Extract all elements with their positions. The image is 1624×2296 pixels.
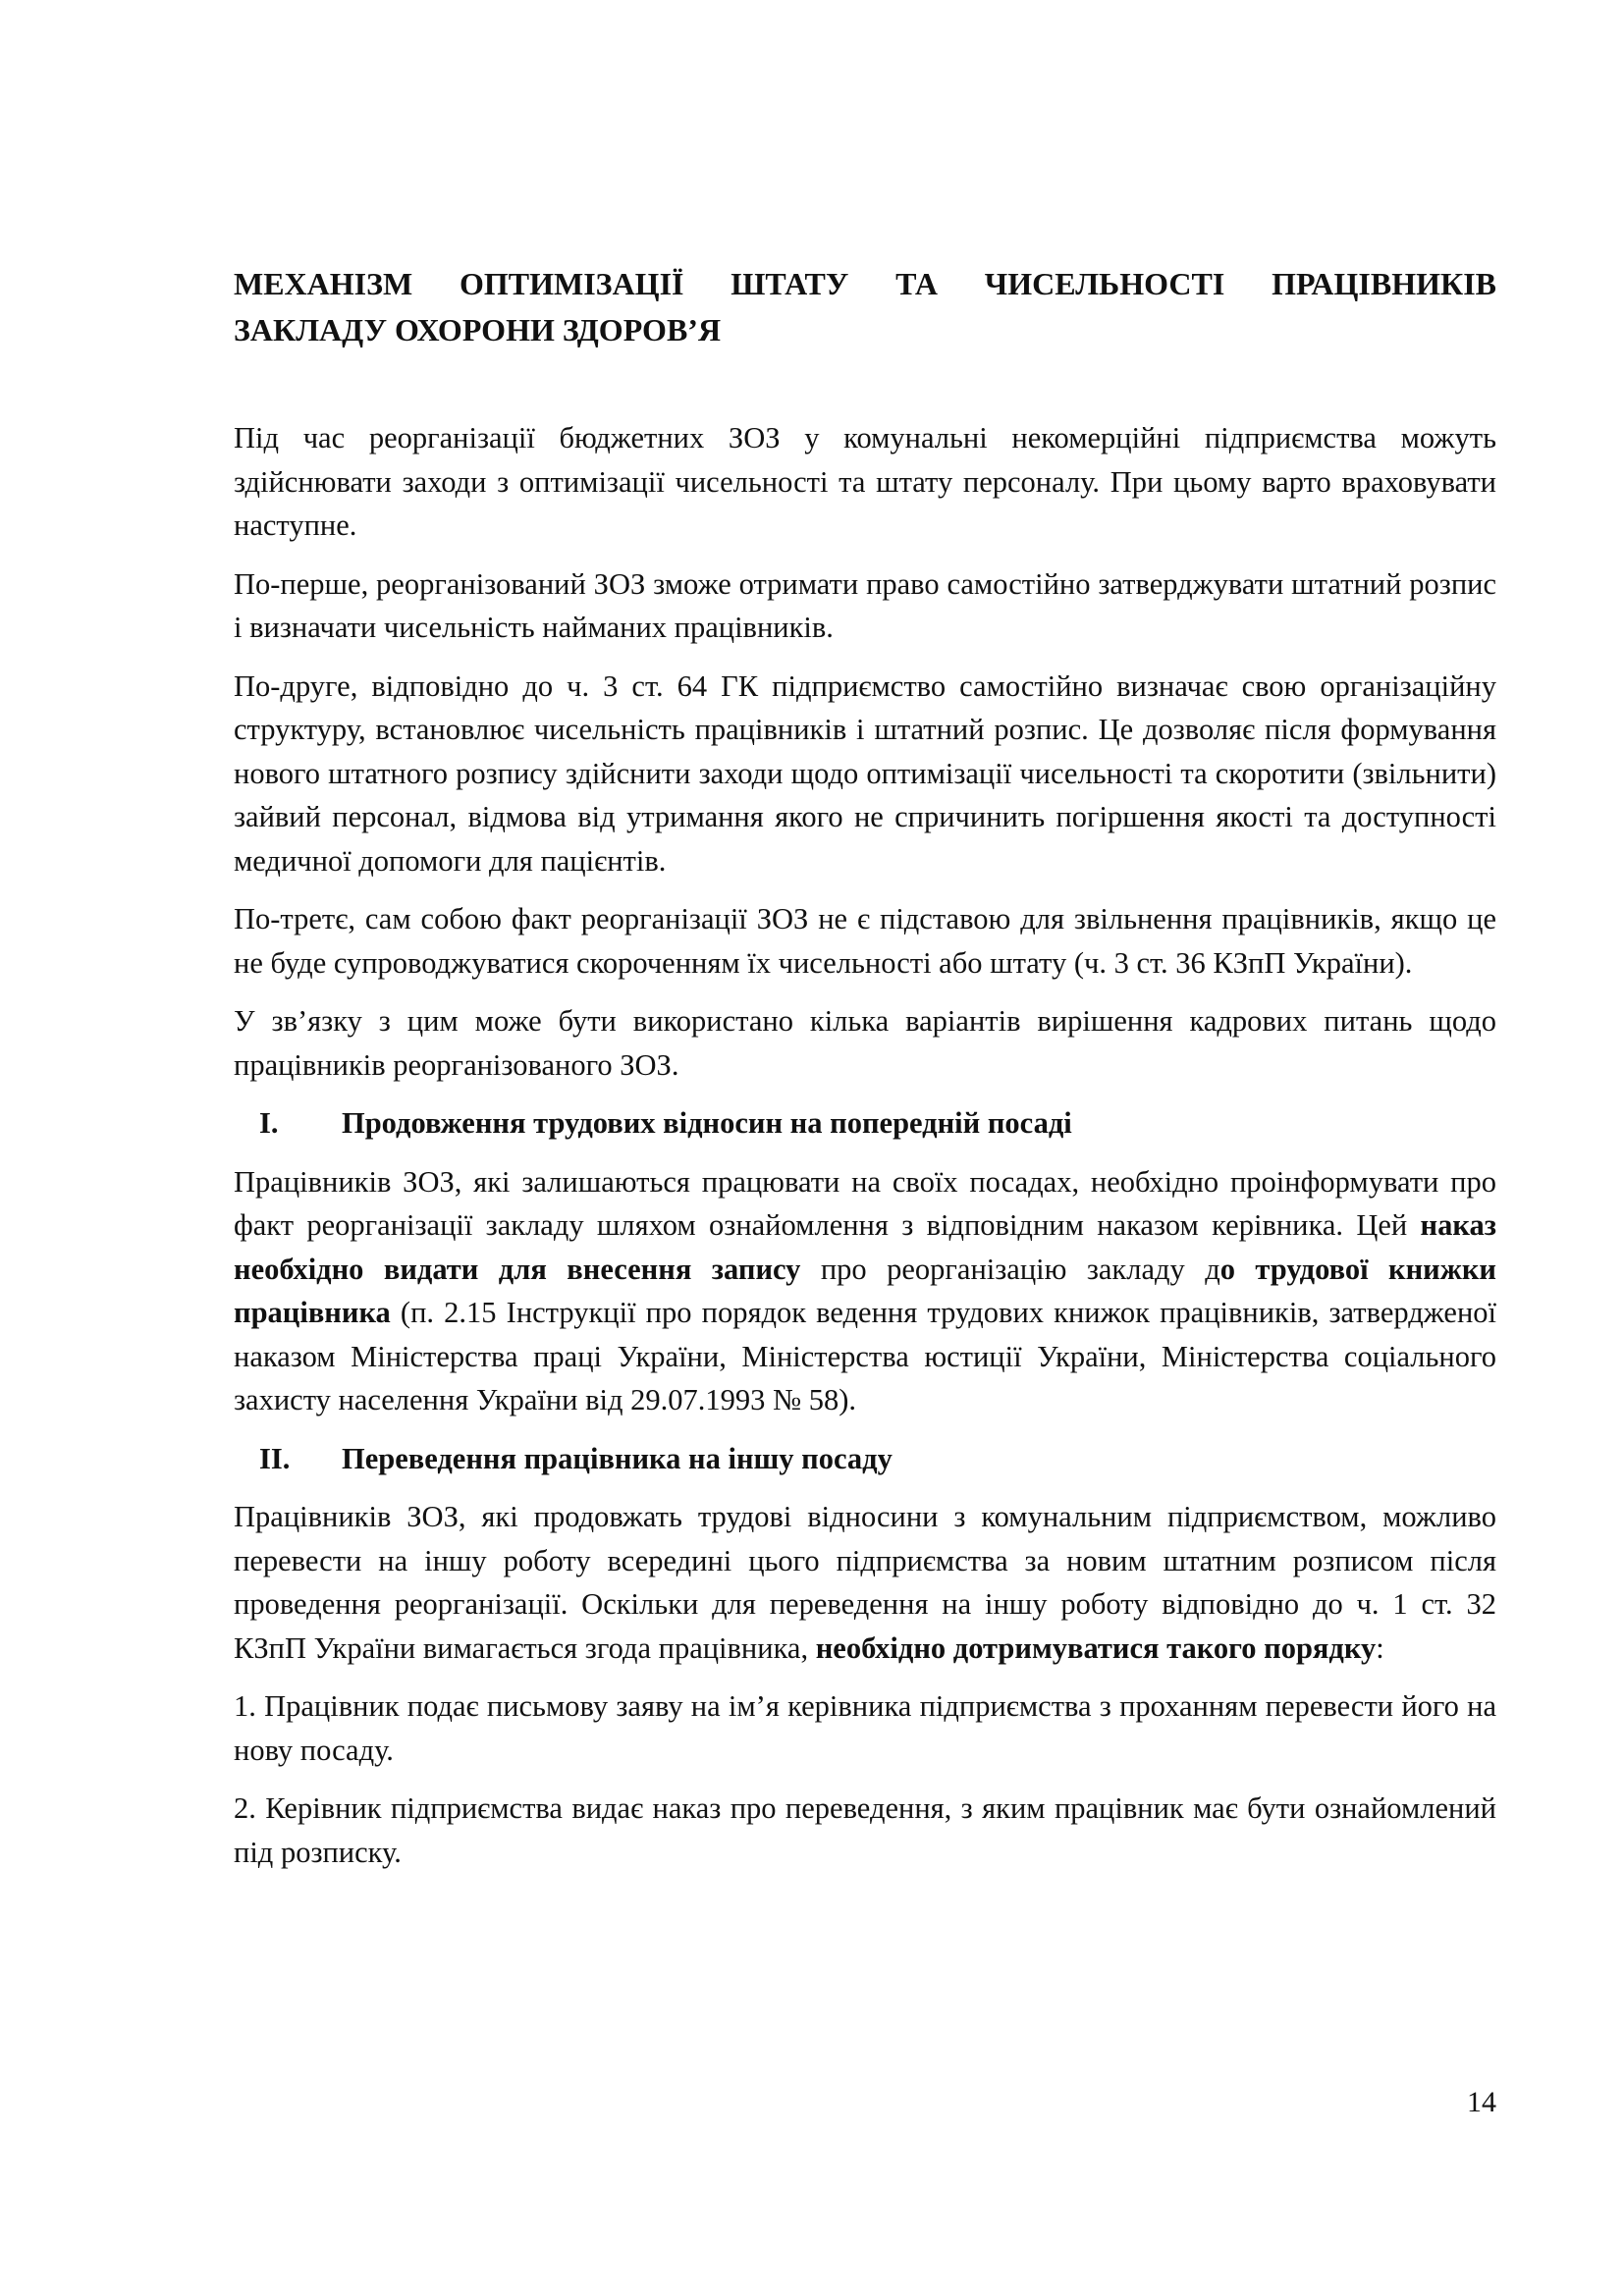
intro-paragraph-3: По-друге, відповідно до ч. 3 ст. 64 ГК підприємство самостійно визначає свою організаційну структуру, встановлює чисельність працівників і штатний розпис. Це дозволяє після формування нового штатного розпису здійснити заходи щодо оптимізації чисельності та скоротити (звільнити) зайвий персонал, відмова від утримання якого не спричинить погіршення якості та доступності медичної допомоги для пацієнтів. bbox=[234, 668, 1496, 878]
intro-paragraph-1: Під час реорганізації бюджетних ЗОЗ у комунальні некомерційні підприємства можуть здійснювати заходи з оптимізації чисельності та штату персоналу. При цьому варто враховувати наступне. bbox=[234, 421, 1496, 542]
title-line-1: МЕХАНІЗМ ОПТИМІЗАЦІЇ ШТАТУ ТА ЧИСЕЛЬНОСТІ ПРАЦІВНИКІВ bbox=[234, 266, 1496, 301]
section-2-heading bbox=[234, 1437, 1496, 1481]
intro-paragraph-4: По-третє, сам собою факт реорганізації ЗОЗ не є підставою для звільнення працівників, якщо це не буде супроводжуватися скороченням їх чисельності або штату (ч. 3 ст. 36 КЗпП України). bbox=[234, 902, 1496, 980]
section-1-paragraph bbox=[234, 1160, 1496, 1422]
intro-paragraph-2: По-перше, реорганізований ЗОЗ зможе отримати право самостійно затверджувати штатний розпис і визначати чисельність найманих працівників. bbox=[234, 566, 1496, 644]
section-2-bold-a: необхідно дотримуватися такого порядку bbox=[815, 1630, 1377, 1665]
section-1-text-c: (п. 2.15 Інструкції про порядок ведення трудових книжок працівників, затвердженої наказом Міністерства праці України, Міністерства юстиції України, Міністерства соціального захисту населення України від 29.07.1993 № 58). bbox=[234, 1296, 1496, 1416]
section-1-heading bbox=[234, 1101, 1496, 1146]
intro-paragraph-5: У зв’язку з цим може бути використано кілька варіантів вирішення кадрових питань щодо працівників реорганізованого ЗОЗ. bbox=[234, 1004, 1496, 1082]
document-title bbox=[234, 261, 1496, 353]
section-1-bold-a: наказ необхідно видати для внесення запису bbox=[234, 1208, 1496, 1286]
section-1-number: I. bbox=[259, 1106, 279, 1140]
section-2-step-2: 2. Керівник підприємства видає наказ про переведення, з яким працівник має бути ознайомлений під розписку. bbox=[234, 1791, 1496, 1869]
page-number: 14 bbox=[1467, 2086, 1496, 2118]
document-body bbox=[234, 416, 1496, 1889]
section-2-text-a: Працівників ЗОЗ, які продовжать трудові відносини з комунальним підприємством, можливо перевести на іншу роботу всередині цього підприємства за новим штатним розписом після проведення реорганізації. Оскільки для переведення на іншу роботу відповідно до ч. 1 ст. 32 КЗпП України вимагається згода працівника, bbox=[234, 1500, 1496, 1665]
section-1-text-a: Працівників ЗОЗ, які залишаються працювати на своїх посадах, необхідно проінформувати про факт реорганізації закладу шляхом ознайомлення з відповідним наказом керівника. Цей bbox=[234, 1164, 1496, 1242]
section-1-title: Продовження трудових відносин на попередній посаді bbox=[342, 1106, 1072, 1140]
section-1-bold-b: о трудової книжки працівника bbox=[234, 1252, 1496, 1329]
section-2-paragraph bbox=[234, 1495, 1496, 1670]
section-2-text-b: : bbox=[1376, 1630, 1384, 1665]
section-2-step-1: 1. Працівник подає письмову заяву на ім’я керівника підприємства з проханням перевести його на нову посаду. bbox=[234, 1689, 1496, 1767]
section-2-number: II. bbox=[259, 1441, 291, 1475]
title-line-2: ЗАКЛАДУ ОХОРОНИ ЗДОРОВ’Я bbox=[234, 312, 722, 347]
section-1-text-b: про реорганізацію закладу д bbox=[800, 1252, 1220, 1286]
section-2-title: Переведення працівника на іншу посаду bbox=[342, 1441, 893, 1475]
